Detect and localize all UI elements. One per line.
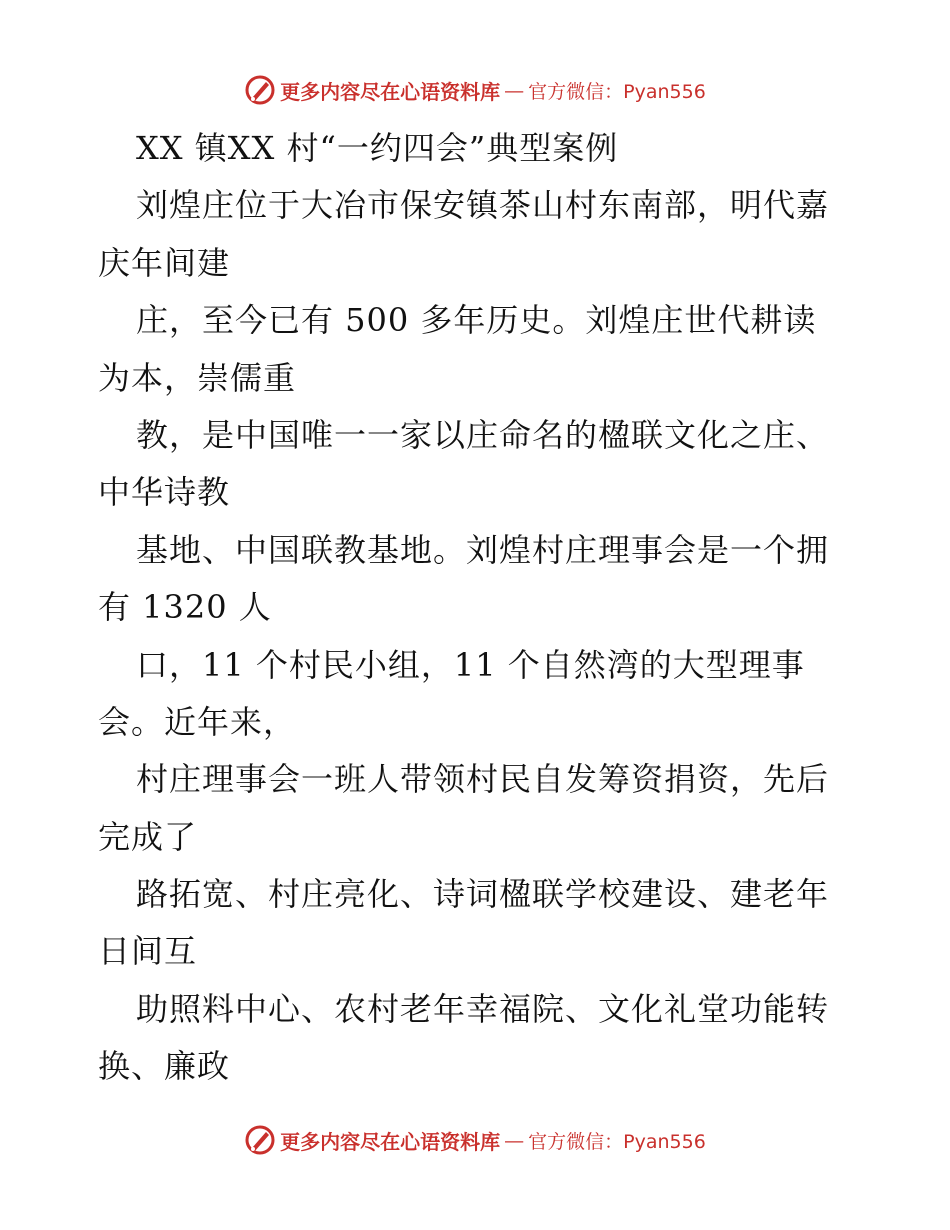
paragraph-line: 中华诗教 [98, 473, 231, 512]
header-watermark-banner [0, 70, 950, 110]
paragraph-line: 会。近年来， [98, 702, 297, 741]
footer-wechat-text: 官方微信：Pyan556 [528, 1130, 706, 1153]
footer-watermark-banner [0, 1120, 950, 1160]
pen-logo-icon [244, 1124, 276, 1156]
paragraph-line: 村庄理事会一班人带领村民自发筹资捐资，先后 [136, 760, 830, 799]
paragraph-line: 有 1320 人 [98, 588, 272, 627]
footer-watermark-inner [244, 1124, 706, 1156]
paragraph-line: 为本，崇儒重 [98, 358, 297, 397]
header-wechat-text: 官方微信：Pyan556 [528, 80, 706, 103]
footer-separator: — [504, 1128, 525, 1152]
paragraph-line: 路拓宽、村庄亮化、诗词楹联学校建设、建老年 [136, 875, 830, 914]
header-separator: — [504, 78, 525, 102]
paragraph-line: 庄，至今已有 500 多年历史。刘煌庄世代耕读 [136, 301, 817, 340]
paragraph-line: 教，是中国唯一一家以庄命名的楹联文化之庄、 [136, 415, 830, 454]
header-watermark-inner [244, 74, 706, 106]
paragraph-line: 庆年间建 [98, 243, 231, 282]
footer-watermark-text: 更多内容尽在心语资料库 [280, 1129, 501, 1154]
paragraph-line: 换、廉政 [98, 1047, 231, 1086]
paragraph-line: 助照料中心、农村老年幸福院、文化礼堂功能转 [136, 989, 830, 1028]
paragraph-line: 口，11 个村民小组，11 个自然湾的大型理事 [136, 645, 805, 684]
document-body [98, 120, 858, 1096]
paragraph-line: 刘煌庄位于大冶市保安镇茶山村东南部，明代嘉 [136, 186, 830, 225]
paragraph-line: 日间互 [98, 932, 198, 971]
paragraph-line: 基地、中国联教基地。刘煌村庄理事会是一个拥 [136, 530, 830, 569]
document-title: XX 镇XX 村“一约四会”典型案例 [136, 129, 619, 167]
header-watermark-text: 更多内容尽在心语资料库 [280, 79, 501, 104]
pen-logo-icon [244, 74, 276, 106]
paragraph-line: 完成了 [98, 817, 198, 856]
